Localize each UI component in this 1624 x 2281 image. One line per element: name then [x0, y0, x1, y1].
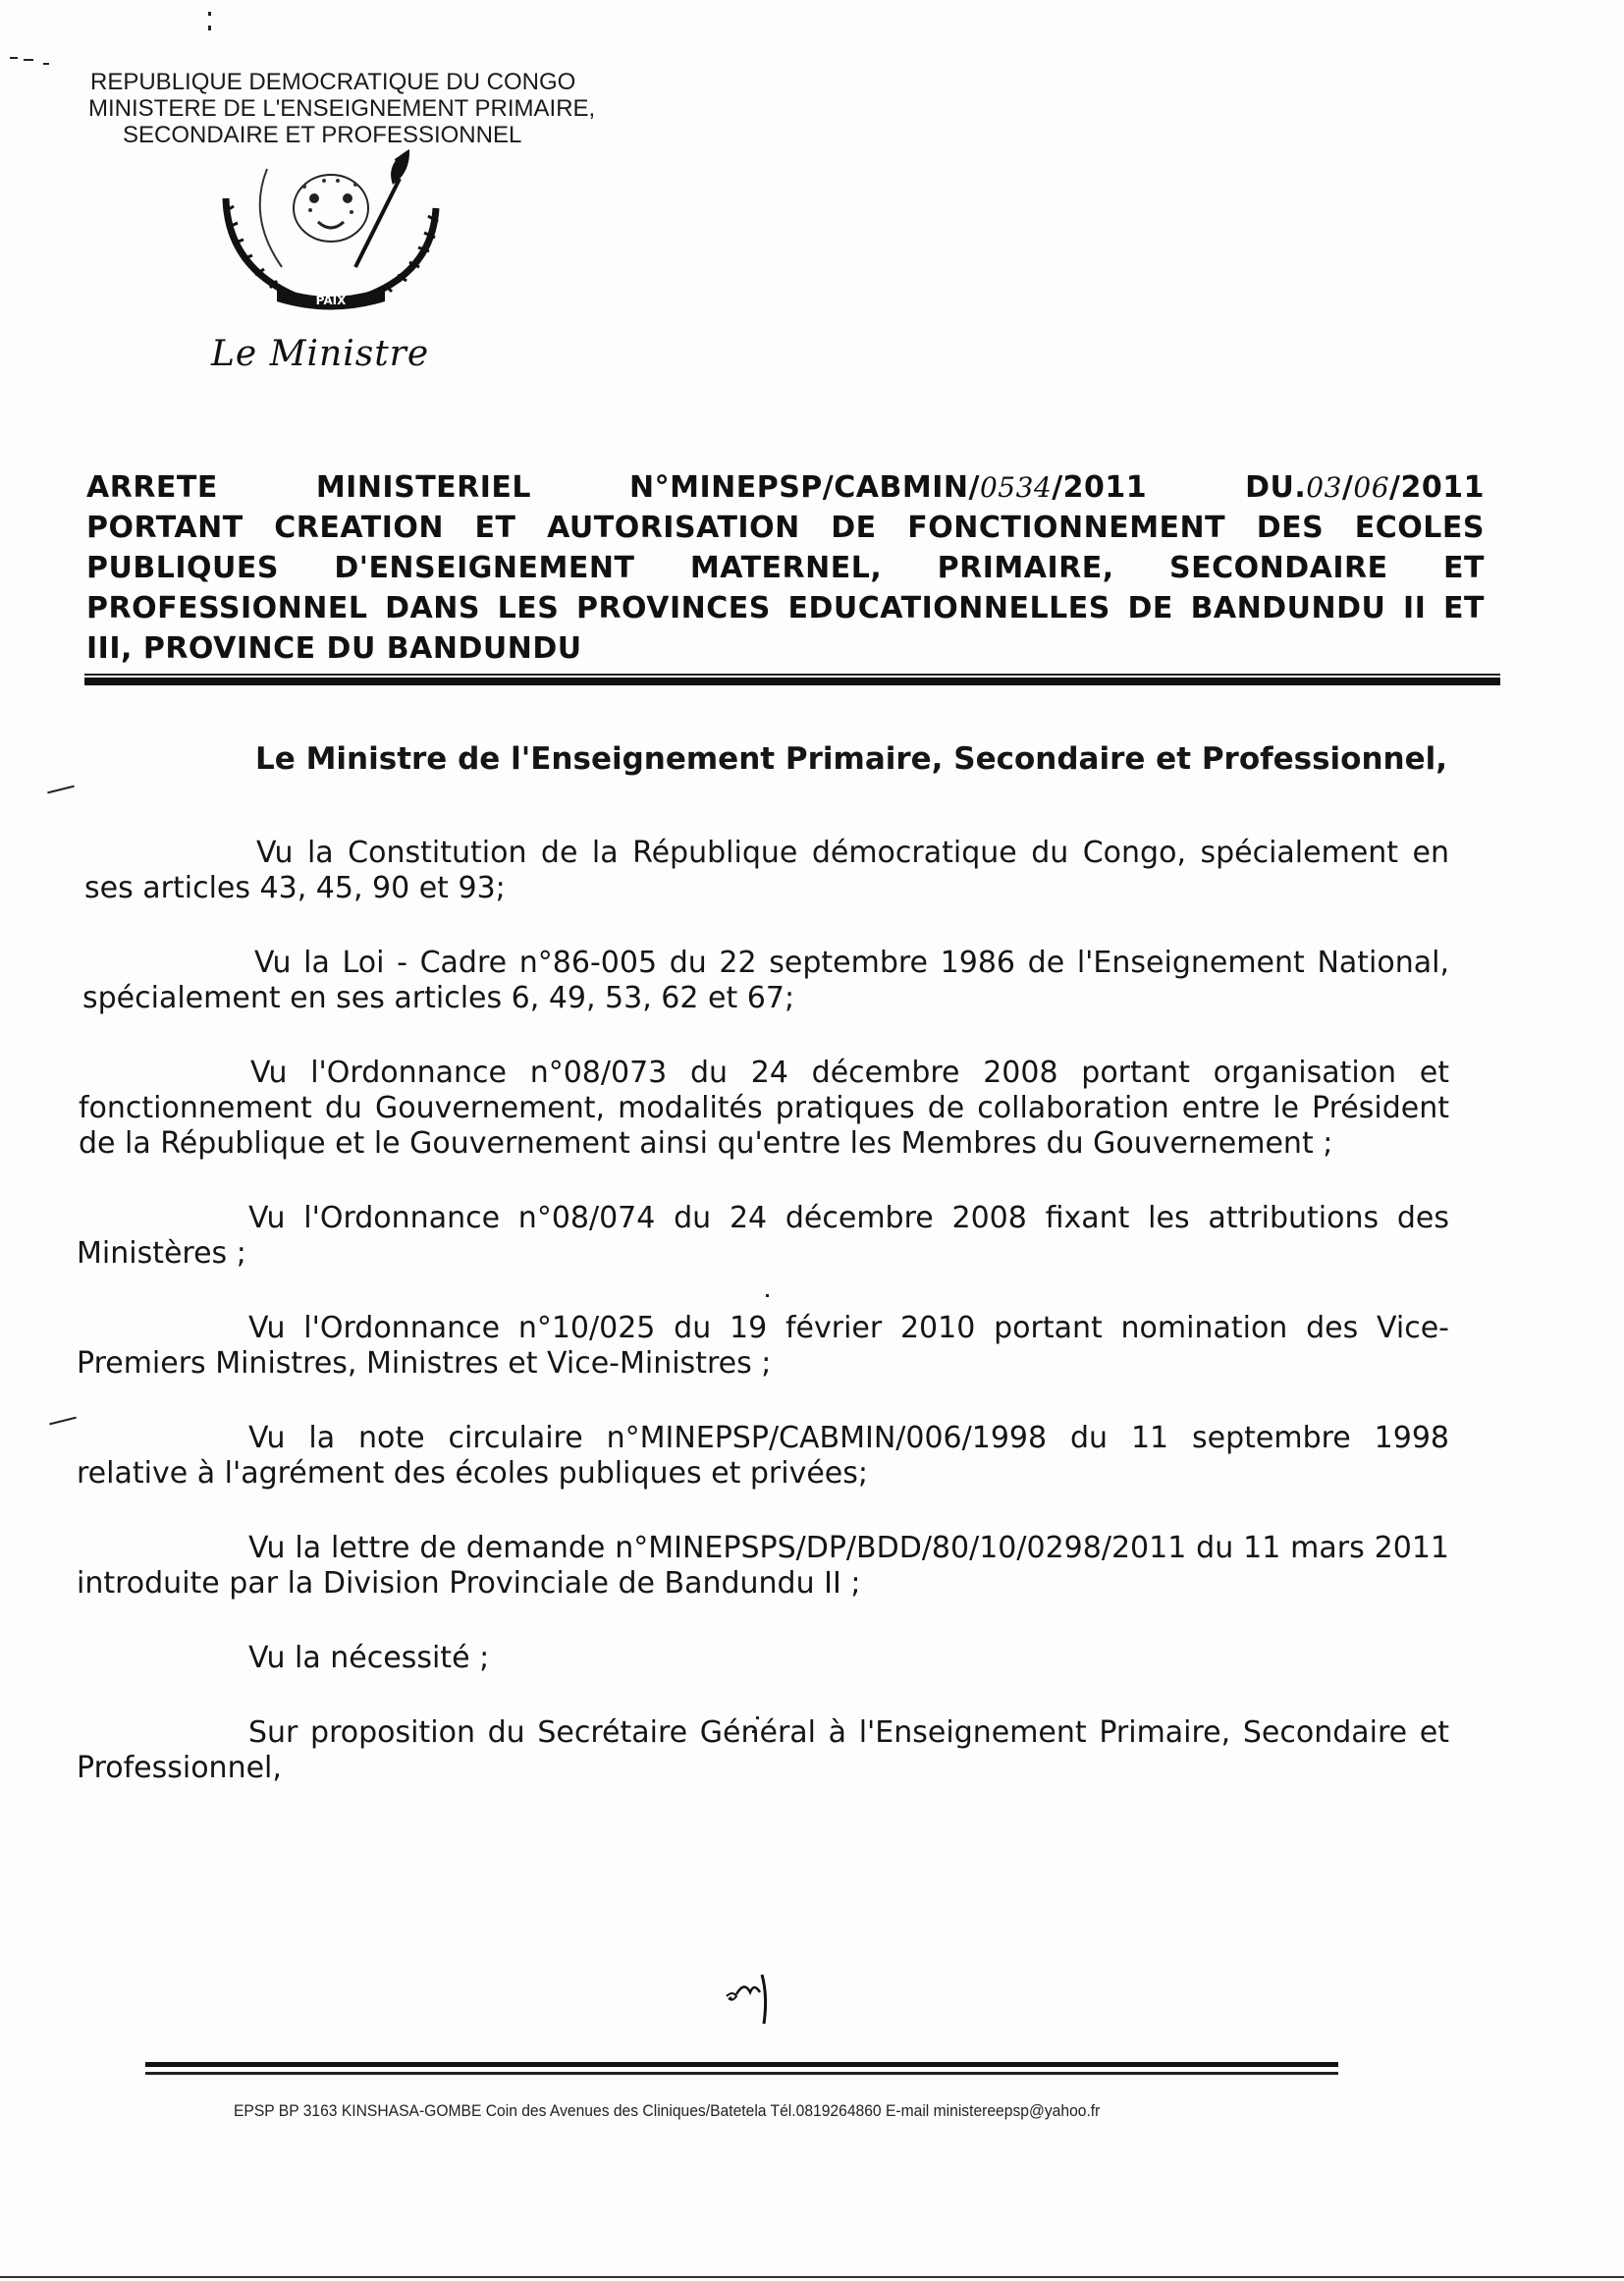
decree-number	[629, 467, 1147, 508]
letterhead-ministry: MINISTERE DE L'ENSEIGNEMENT PRIMAIRE,	[88, 95, 596, 122]
title-word: MINISTERIEL	[315, 470, 532, 505]
decree-title	[86, 467, 1485, 669]
considerant-paragraph: Vu l'Ordonnance n°08/073 du 24 décembre 2008 portant organisation et fonctionnement du Gouvernement, modalités pratiques de collaboration entre le Président de la République et le Gouvernement ainsi qu'entre les Membres du Gouvernement ;	[79, 1056, 1449, 1161]
signature-title: Le Ministre	[211, 334, 430, 374]
decree-body	[77, 741, 1449, 1825]
decree-title-line3: PUBLIQUES D'ENSEIGNEMENT MATERNEL, PRIMAIRE, SECONDAIRE ET	[86, 551, 1485, 585]
footer-divider-thin	[145, 2072, 1338, 2075]
considerant-paragraph: Vu la Constitution de la République démocratique du Congo, spécialement en ses articles 43, 45, 90 et 93;	[84, 836, 1449, 905]
punch-mark	[49, 1417, 77, 1426]
considerant-paragraph: Vu la Loi - Cadre n°86-005 du 22 septembre 1986 de l'Enseignement National, spécialement en ses articles 6, 49, 53, 62 et 67;	[82, 946, 1449, 1015]
title-divider-thin	[84, 674, 1500, 676]
considerant-paragraph: Vu la lettre de demande n°MINEPSPS/DP/BDD/80/10/0298/2011 du 11 mars 2011 introduite par la Division Provinciale de Bandundu II ;	[77, 1531, 1449, 1601]
decree-date-month: 06	[1353, 471, 1390, 504]
scan-speck	[10, 57, 18, 59]
scan-speck	[43, 63, 49, 65]
decree-number-prefix: N°MINEPSP/CABMIN/	[628, 470, 980, 505]
decree-number-handwritten: 0534	[979, 471, 1053, 504]
punch-mark	[47, 786, 75, 794]
handwritten-initials-icon	[723, 1967, 801, 2026]
scan-speck	[24, 59, 33, 61]
decree-date-label: DU.	[1245, 470, 1307, 505]
footer-divider	[145, 2062, 1338, 2067]
decree-date	[1245, 467, 1485, 508]
scan-edge	[0, 2276, 1624, 2278]
considerant-paragraph: Vu l'Ordonnance n°08/074 du 24 décembre 2008 fixant les attributions des Ministères ;	[77, 1201, 1449, 1271]
decree-title-line2: PORTANT CREATION ET AUTORISATION DE FONCTIONNEMENT DES ECOLES	[86, 511, 1485, 545]
decree-date-day: 03	[1306, 471, 1342, 504]
decree-title-line4: PROFESSIONNEL DANS LES PROVINCES EDUCATIONNELLES DE BANDUNDU II ET	[86, 591, 1485, 625]
letterhead	[79, 69, 668, 148]
leopard-coat-of-arms-icon	[208, 149, 454, 326]
decree-year: /2011	[1052, 470, 1148, 505]
considerant-paragraph: Vu la nécessité ;	[248, 1641, 490, 1675]
letterhead-country: REPUBLIQUE DEMOCRATIQUE DU CONGO	[90, 69, 576, 95]
decree-title-line5: III, PROVINCE DU BANDUNDU	[86, 631, 582, 666]
considerant-paragraph: Vu l'Ordonnance n°10/025 du 19 février 2010 portant nomination des Vice-Premiers Ministres, Ministres et Vice-Ministres ;	[77, 1311, 1449, 1381]
decree-title-line1	[86, 467, 1485, 508]
proposition-paragraph: Sur proposition du Secrétaire Général à l'Enseignement Primaire, Secondaire et Professionnel,	[77, 1715, 1449, 1785]
footer-address: EPSP BP 3163 KINSHASA-GOMBE Coin des Avenues des Cliniques/Batetela Tél.0819264860 E-mail ministereepsp@yahoo.fr	[234, 2101, 1101, 2120]
scan-speck	[208, 12, 211, 16]
letterhead-ministry-cont: SECONDAIRE ET PROFESSIONNEL	[123, 122, 522, 148]
minister-heading: Le Ministre de l'Enseignement Primaire, Secondaire et Professionnel,	[255, 741, 1448, 777]
scan-speck	[208, 26, 211, 30]
title-divider	[84, 678, 1500, 685]
decree-date-year: /2011	[1389, 470, 1485, 505]
emblem-banner-text: PAIX	[315, 294, 347, 307]
considerant-paragraph: Vu la note circulaire n°MINEPSP/CABMIN/006/1998 du 11 septembre 1998 relative à l'agrément des écoles publiques et privées;	[77, 1421, 1449, 1491]
decree-date-sep: /	[1341, 470, 1354, 505]
title-word: ARRETE	[86, 470, 218, 505]
